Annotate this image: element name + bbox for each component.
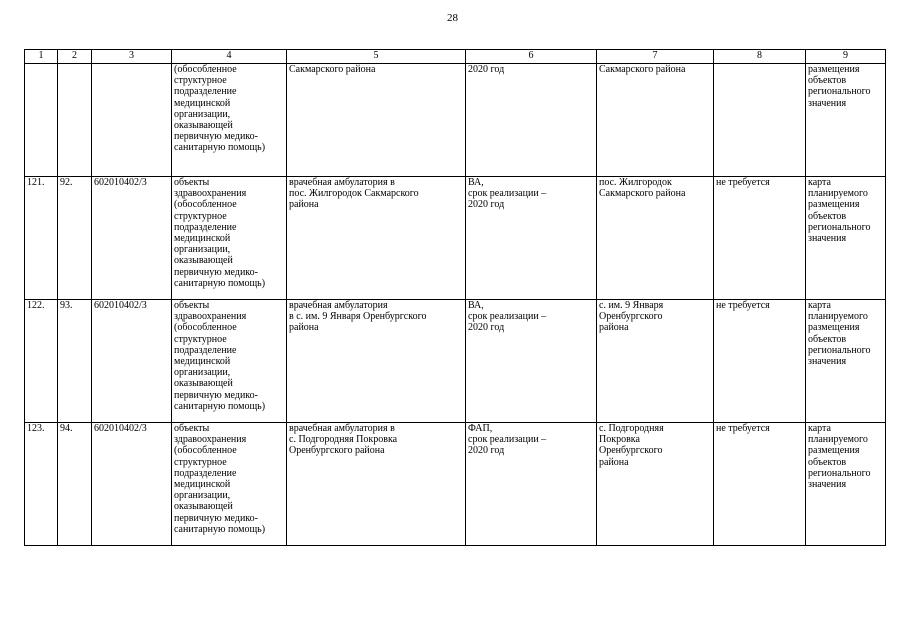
table-row [25, 300, 886, 423]
map-cell: карта планируемого размещения объектов регионального значения [806, 423, 886, 546]
row-number-cell: 123. [25, 423, 58, 546]
table-row [25, 177, 886, 300]
type-cell: ВА, срок реализации – 2020 год [466, 177, 597, 300]
code-cell: 602010402/3 [92, 300, 172, 423]
column-header: 8 [714, 50, 806, 64]
type-cell: 2020 год [466, 64, 597, 177]
page-number: 28 [447, 12, 458, 24]
zones-cell: не требуется [714, 423, 806, 546]
name-cell: врачебная амбулатория в с. им. 9 Января Оренбургского района [287, 300, 466, 423]
code-cell [92, 64, 172, 177]
sub-number-cell: 93. [58, 300, 92, 423]
map-cell: размещения объектов регионального значения [806, 64, 886, 177]
row-number-cell: 121. [25, 177, 58, 300]
object-cell: объекты здравоохранения (обособленное структурное подразделение медицинской организации, оказывающей первичную медико- санитарную помощь) [172, 177, 287, 300]
table-row [25, 64, 886, 177]
column-header: 1 [25, 50, 58, 64]
location-cell: пос. Жилгородок Сакмарского района [597, 177, 714, 300]
column-header: 3 [92, 50, 172, 64]
type-cell: ФАП, срок реализации – 2020 год [466, 423, 597, 546]
table-row [25, 423, 886, 546]
column-header: 7 [597, 50, 714, 64]
zones-cell: не требуется [714, 177, 806, 300]
object-cell: объекты здравоохранения (обособленное структурное подразделение медицинской организации, оказывающей первичную медико- санитарную помощь) [172, 300, 287, 423]
row-number-cell [25, 64, 58, 177]
type-cell: ВА, срок реализации – 2020 год [466, 300, 597, 423]
column-header: 9 [806, 50, 886, 64]
column-header: 5 [287, 50, 466, 64]
sub-number-cell: 94. [58, 423, 92, 546]
object-cell: объекты здравоохранения (обособленное структурное подразделение медицинской организации, оказывающей первичную медико- санитарную помощь) [172, 423, 287, 546]
zones-cell [714, 64, 806, 177]
column-header: 6 [466, 50, 597, 64]
column-header: 2 [58, 50, 92, 64]
location-cell: Сакмарского района [597, 64, 714, 177]
sub-number-cell: 92. [58, 177, 92, 300]
column-header: 4 [172, 50, 287, 64]
code-cell: 602010402/3 [92, 177, 172, 300]
zones-cell: не требуется [714, 300, 806, 423]
sub-number-cell [58, 64, 92, 177]
location-cell: с. им. 9 Января Оренбургского района [597, 300, 714, 423]
name-cell: врачебная амбулатория в пос. Жилгородок Сакмарского района [287, 177, 466, 300]
map-cell: карта планируемого размещения объектов регионального значения [806, 177, 886, 300]
location-cell: с. Подгородняя Покровка Оренбургского района [597, 423, 714, 546]
objects-table [24, 49, 886, 546]
row-number-cell: 122. [25, 300, 58, 423]
header-row [25, 50, 886, 64]
code-cell: 602010402/3 [92, 423, 172, 546]
name-cell: врачебная амбулатория в с. Подгородняя Покровка Оренбургского района [287, 423, 466, 546]
map-cell: карта планируемого размещения объектов регионального значения [806, 300, 886, 423]
name-cell: Сакмарского района [287, 64, 466, 177]
object-cell: (обособленное структурное подразделение медицинской организации, оказывающей первичную медико- санитарную помощь) [172, 64, 287, 177]
